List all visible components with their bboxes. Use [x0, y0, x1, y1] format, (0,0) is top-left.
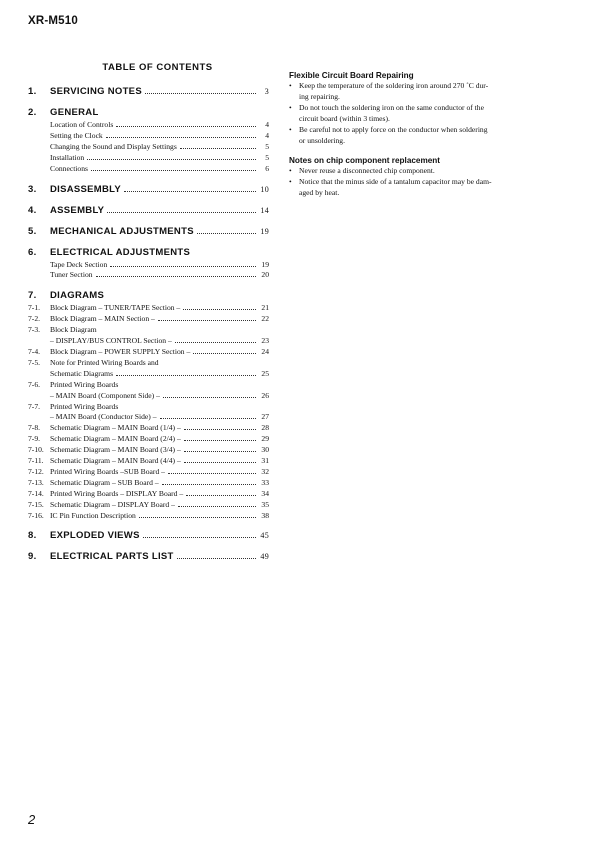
- toc-page-number: 35: [261, 499, 269, 509]
- toc-item-title: Schematic Diagram – MAIN Board (3/4) –: [50, 445, 181, 455]
- toc-section-number: 1.: [28, 86, 37, 97]
- note-bullet: [289, 166, 529, 177]
- toc-item-number: 7-12.: [28, 466, 44, 476]
- dot-leader: [106, 137, 256, 138]
- toc-item-title: Printed Wiring Boards – DISPLAY Board –: [50, 488, 184, 498]
- toc-item-title: Installation: [50, 152, 85, 162]
- toc-page-number: 45: [260, 531, 269, 541]
- toc-page-number: 21: [261, 303, 269, 313]
- toc-page-number: 10: [260, 184, 269, 194]
- toc-item-title: Changing the Sound and Display Settings: [50, 141, 177, 151]
- toc-item-title: Block Diagram: [50, 325, 97, 335]
- toc-item-number: 7-1.: [28, 303, 41, 313]
- toc-page-number: 28: [261, 423, 269, 433]
- toc-section-title: GENERAL: [50, 107, 99, 118]
- toc-item: [28, 142, 269, 153]
- notes-bullet-list: [289, 81, 529, 146]
- toc-item-title: Connections: [50, 163, 88, 173]
- toc-section-heading: [28, 86, 269, 98]
- dot-leader: [168, 473, 256, 474]
- toc-item-title: Printed Wiring Boards: [50, 379, 119, 389]
- note-bullet: [289, 177, 529, 199]
- note-line: Never reuse a disconnected chip component.: [299, 166, 435, 176]
- toc-section-title: DISASSEMBLY: [50, 183, 122, 195]
- dot-leader: [183, 309, 256, 310]
- dot-leader: [87, 159, 256, 160]
- toc-page-number: 3: [264, 87, 269, 96]
- toc-item-title: Schematic Diagram – DISPLAY Board –: [50, 499, 175, 509]
- toc-page-number: 5: [265, 152, 269, 162]
- toc-section-heading: [28, 290, 269, 302]
- table-of-contents: [28, 62, 269, 572]
- toc-page-number: 49: [260, 552, 269, 562]
- note-line: Do not touch the soldering iron on the same conductor of the: [299, 102, 484, 112]
- toc-section-title: ELECTRICAL ADJUSTMENTS: [50, 246, 191, 258]
- toc-item: [28, 347, 269, 358]
- toc-item-title: Schematic Diagram – MAIN Board (1/4) –: [50, 423, 181, 433]
- toc-page-number: 26: [261, 390, 269, 400]
- toc-section-title: ELECTRICAL PARTS LIST: [50, 551, 174, 563]
- toc-item-title: Note for Printed Wiring Boards and: [50, 357, 159, 367]
- dot-leader: [178, 506, 256, 507]
- toc-section-heading: [28, 551, 269, 563]
- toc-page-number: 4: [265, 120, 269, 129]
- toc-section-number: 6.: [28, 246, 37, 258]
- toc-item: [28, 500, 269, 511]
- dot-leader: [177, 558, 256, 559]
- toc-section-number: 4.: [28, 204, 37, 216]
- toc-item-number: 7-3.: [28, 325, 41, 335]
- toc-page-number: 27: [261, 412, 269, 422]
- toc-item-number: 7-5.: [28, 357, 41, 367]
- bullet-glyph: •: [289, 81, 292, 90]
- toc-item: [28, 511, 269, 522]
- toc-page-number: 30: [261, 445, 269, 455]
- toc-section: [28, 226, 269, 238]
- dot-leader: [107, 212, 256, 213]
- toc-page-number: 25: [261, 368, 269, 378]
- toc-page-number: 20: [261, 270, 269, 280]
- note-bullet: [289, 103, 529, 125]
- toc-item: [28, 325, 269, 336]
- dot-leader: [91, 170, 256, 171]
- repair-notes: [289, 70, 529, 208]
- toc-item: [28, 478, 269, 489]
- dot-leader: [124, 191, 256, 192]
- toc-section-number: 7.: [28, 290, 37, 302]
- toc-page-number: 5: [265, 141, 269, 151]
- toc-page-number: 22: [261, 314, 269, 324]
- toc-item-title: Printed Wiring Boards: [50, 401, 119, 411]
- toc-item-number: 7-14.: [28, 488, 44, 498]
- toc-item-title: – MAIN Board (Conductor Side) –: [50, 412, 157, 422]
- toc-item: [28, 402, 269, 413]
- toc-item: [28, 303, 269, 314]
- toc-page-number: 31: [261, 456, 269, 466]
- toc-item-title: Setting the Clock: [50, 130, 103, 140]
- toc-page-number: 4: [265, 130, 269, 140]
- toc-item-number: 7-7.: [28, 401, 41, 411]
- toc-item-title: Block Diagram – POWER SUPPLY Section –: [50, 346, 191, 356]
- toc-item-number: 7-13.: [28, 477, 44, 487]
- toc-item-title: Tape Deck Section: [50, 259, 108, 269]
- note-bullet: [289, 125, 529, 147]
- dot-leader: [139, 517, 256, 518]
- model-header: XR-M510: [28, 15, 78, 27]
- dot-leader: [184, 440, 256, 441]
- toc-item-number: 7-16.: [28, 510, 44, 520]
- toc-item: [28, 270, 269, 281]
- toc-section-title: ASSEMBLY: [50, 204, 105, 216]
- toc-subitems: [28, 303, 269, 521]
- bullet-glyph: •: [289, 166, 292, 176]
- toc-section-number: 2.: [28, 107, 37, 118]
- toc-section: [28, 184, 269, 196]
- toc-section-heading: [28, 226, 269, 238]
- toc-item: [28, 153, 269, 164]
- toc-item: [28, 380, 269, 391]
- dot-leader: [96, 276, 256, 277]
- toc-item-title: Block Diagram – MAIN Section –: [50, 314, 155, 324]
- toc-item: [28, 131, 269, 142]
- toc-sections: [28, 86, 269, 563]
- toc-page-number: 29: [261, 434, 269, 444]
- toc-page-number: 14: [260, 205, 269, 215]
- dot-leader: [197, 233, 256, 234]
- toc-item-title: Schematic Diagrams: [50, 368, 114, 378]
- toc-subitems: [28, 120, 269, 175]
- toc-item: [28, 434, 269, 445]
- toc-page-number: 24: [261, 346, 269, 356]
- toc-item: [28, 164, 269, 175]
- dot-leader: [145, 93, 256, 94]
- dot-leader: [116, 126, 256, 127]
- note-bullet: [289, 81, 529, 103]
- toc-section: [28, 290, 269, 521]
- toc-section-heading: [28, 205, 269, 217]
- toc-page-number: 32: [261, 466, 269, 476]
- dot-leader: [184, 451, 256, 452]
- toc-item-title: – MAIN Board (Component Side) –: [50, 390, 160, 400]
- toc-item-number: 7-15.: [28, 499, 44, 509]
- toc-item: [28, 412, 269, 423]
- toc-page-number: 19: [261, 259, 269, 269]
- toc-section-heading: [28, 530, 269, 542]
- toc-item: [28, 120, 269, 131]
- dot-leader: [143, 537, 256, 538]
- toc-title: TABLE OF CONTENTS: [102, 62, 213, 73]
- toc-section-number: 5.: [28, 225, 37, 237]
- toc-page-number: 19: [260, 226, 269, 236]
- dot-leader: [110, 266, 256, 267]
- dot-leader: [184, 429, 256, 430]
- toc-item-title: Tuner Section: [50, 270, 93, 280]
- note-line: Notice that the minus side of a tantalum capacitor may be dam-: [299, 177, 492, 187]
- toc-item-number: 7-2.: [28, 314, 41, 324]
- toc-section: [28, 247, 269, 282]
- toc-item-number: 7-8.: [28, 423, 41, 433]
- page-number: 2: [28, 812, 36, 827]
- dot-leader: [163, 397, 256, 398]
- dot-leader: [180, 148, 256, 149]
- bullet-glyph: •: [289, 124, 292, 134]
- toc-item: [28, 423, 269, 434]
- dot-leader: [116, 375, 256, 376]
- toc-item-number: 7-10.: [28, 445, 44, 455]
- toc-item: [28, 489, 269, 500]
- toc-item: [28, 445, 269, 456]
- note-line: or unsoldering.: [299, 135, 345, 145]
- toc-item-title: Schematic Diagram – SUB Board –: [50, 477, 159, 487]
- toc-item: [28, 336, 269, 347]
- toc-section-number: 9.: [28, 551, 37, 563]
- toc-item: [28, 391, 269, 402]
- dot-leader: [162, 484, 256, 485]
- toc-page-number: 38: [261, 510, 269, 520]
- toc-section-number: 8.: [28, 530, 37, 542]
- toc-section-heading: [28, 107, 269, 119]
- dot-leader: [158, 320, 256, 321]
- notes-bullet-list: [289, 166, 529, 199]
- toc-item: [28, 467, 269, 478]
- dot-leader: [175, 342, 256, 343]
- toc-page-number: 23: [261, 336, 269, 346]
- toc-item-title: Schematic Diagram – MAIN Board (4/4) –: [50, 456, 181, 466]
- toc-section-heading: [28, 247, 269, 259]
- toc-page-number: 33: [261, 477, 269, 487]
- toc-item: [28, 314, 269, 325]
- toc-item-title: Printed Wiring Boards –SUB Board –: [50, 466, 165, 476]
- toc-item-title: – DISPLAY/BUS CONTROL Section –: [50, 336, 172, 346]
- toc-page-number: 34: [261, 488, 269, 498]
- bullet-glyph: •: [289, 102, 292, 112]
- toc-section-title: MECHANICAL ADJUSTMENTS: [50, 225, 194, 237]
- toc-section: [28, 86, 269, 98]
- toc-section-title: EXPLODED VIEWS: [50, 530, 140, 542]
- toc-item: [28, 358, 269, 369]
- note-line: aged by heat.: [299, 188, 340, 198]
- notes-heading: Flexible Circuit Board Repairing: [289, 71, 414, 80]
- toc-item: [28, 369, 269, 380]
- toc-item-title: Block Diagram – TUNER/TAPE Section –: [50, 303, 181, 313]
- dot-leader: [193, 353, 256, 354]
- note-line: circuit board (within 3 times).: [299, 113, 390, 123]
- notes-heading: Notes on chip component replacement: [289, 156, 441, 166]
- toc-item-title: Schematic Diagram – MAIN Board (2/4) –: [50, 434, 181, 444]
- toc-section-number: 3.: [28, 183, 37, 195]
- toc-section-heading: [28, 184, 269, 196]
- toc-section-title: DIAGRAMS: [50, 290, 105, 302]
- toc-section-title: SERVICING NOTES: [50, 86, 142, 97]
- note-line: ing repairing.: [299, 91, 340, 101]
- toc-item-number: 7-11.: [28, 456, 44, 466]
- dot-leader: [184, 462, 256, 463]
- toc-section: [28, 107, 269, 175]
- toc-item: [28, 260, 269, 271]
- toc-item-number: 7-4.: [28, 346, 41, 356]
- toc-item-title: Location of Controls: [50, 120, 114, 129]
- dot-leader: [160, 418, 256, 419]
- toc-section: [28, 530, 269, 542]
- toc-item-number: 7-6.: [28, 379, 41, 389]
- toc-item-title: IC Pin Function Description: [50, 510, 136, 520]
- dot-leader: [186, 495, 256, 496]
- toc-page-number: 6: [265, 163, 269, 173]
- note-line: Be careful not to apply force on the conductor when soldering: [299, 124, 488, 134]
- toc-section: [28, 551, 269, 563]
- toc-section: [28, 205, 269, 217]
- toc-item: [28, 456, 269, 467]
- note-line: Keep the temperature of the soldering iron around 270 ˚C dur-: [299, 81, 489, 90]
- bullet-glyph: •: [289, 177, 292, 187]
- toc-item-number: 7-9.: [28, 434, 41, 444]
- toc-subitems: [28, 260, 269, 282]
